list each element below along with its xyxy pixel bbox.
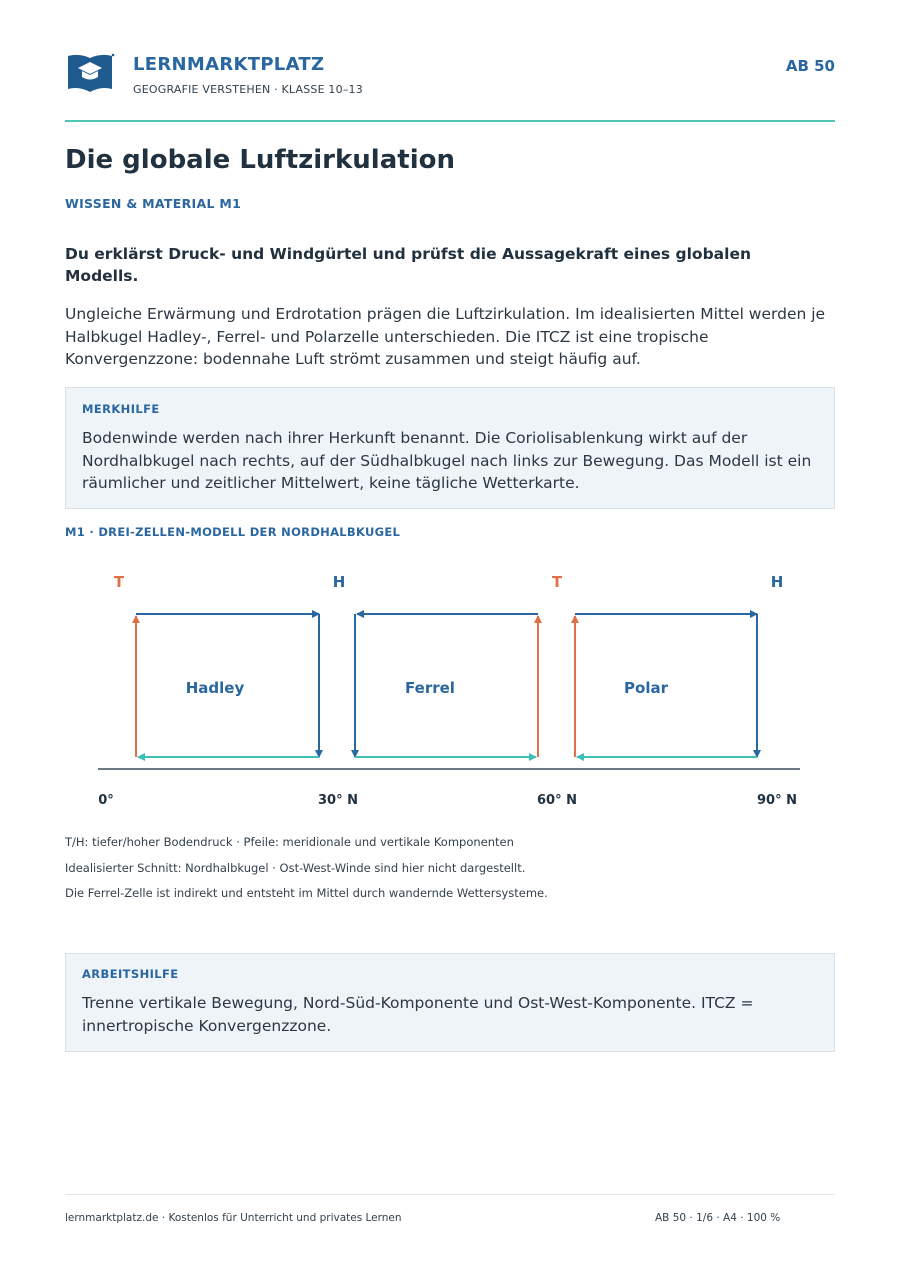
merkhilfe-text: Bodenwinde werden nach ihrer Herkunft benannt. Die Coriolisablenkung wirkt auf der Nordhalbkugel nach rechts, auf der Südhalbkugel nach links zur Bewegung. Das Modell ist ein räumlicher und zeitlicher Mittelwert, keine tägliche Wetterkarte. (82, 429, 812, 492)
ferrel-cell (355, 614, 538, 757)
arbeitshilfe-text: Trenne vertikale Bewegung, Nord-Süd-Komponente und Ost-West-Komponente. ITCZ = innertropische Konvergenzzone. (82, 994, 754, 1035)
intro-paragraph: Ungleiche Erwärmung und Erdrotation prägen die Luftzirkulation. Im idealisierten Mittel werden je Halbkugel Hadley-, Ferrel- und Polarzelle unterschieden. Die ITCZ ist eine tropische Konvergenzzone: bodennahe Luft strömt zusammen und steigt häufig auf. (65, 305, 826, 368)
arbeitshilfe-label: ARBEITSHILFE (82, 967, 179, 981)
section-kicker: WISSEN & MATERIAL M1 (65, 196, 242, 211)
page-title: Die globale Luftzirkulation (65, 145, 455, 175)
footer-left: lernmarktplatz.de · Kostenlos für Unterricht und privates Lernen (65, 1212, 402, 1224)
brand-name: LERNMARKTPLATZ (133, 54, 325, 75)
sheet-number: AB 50 (785, 57, 835, 75)
diagram-note: T/H: tiefer/hoher Bodendruck · Pfeile: meridionale und vertikale Komponenten (65, 835, 514, 849)
graduation-cap-book-icon (65, 52, 115, 94)
latitude-label: 0° (98, 793, 114, 808)
arbeitshilfe-box (65, 953, 835, 1052)
learning-goal: Du erklärst Druck- und Windgürtel und prüfst die Aussagekraft eines globalen Modells. (65, 245, 751, 285)
merkhilfe-label: MERKHILFE (82, 402, 160, 416)
latitude-label: 90° N (757, 793, 797, 808)
footer-right: AB 50 · 1/6 · A4 · 100 % (655, 1212, 781, 1224)
footer-divider (65, 1194, 835, 1195)
pressure-label-low: T (113, 573, 125, 591)
cell-label-ferrel: Ferrel (405, 679, 455, 697)
page-header (65, 48, 835, 108)
cell-label-hadley: Hadley (185, 679, 245, 697)
merkhilfe-box (65, 387, 835, 509)
header-divider (65, 120, 835, 122)
latitude-label: 60° N (537, 793, 577, 808)
m1-label: M1 · DREI-ZELLEN-MODELL DER NORDHALBKUGEL (65, 525, 401, 539)
pressure-label-low: T (551, 573, 563, 591)
latitude-label: 30° N (318, 793, 358, 808)
diagram-note: Die Ferrel-Zelle ist indirekt und entsteht im Mittel durch wandernde Wettersysteme. (65, 886, 548, 900)
diagram-note: Idealisierter Schnitt: Nordhalbkugel · Ost-West-Winde sind hier nicht dargestellt. (65, 861, 526, 875)
three-cell-diagram (0, 560, 900, 815)
hadley-cell (136, 614, 319, 757)
cell-label-polar: Polar (624, 679, 668, 697)
pressure-label-high: H (770, 573, 784, 591)
brand-subtitle: GEOGRAFIE VERSTEHEN · KLASSE 10–13 (133, 83, 363, 96)
pressure-label-high: H (332, 573, 346, 591)
polar-cell (575, 614, 757, 757)
